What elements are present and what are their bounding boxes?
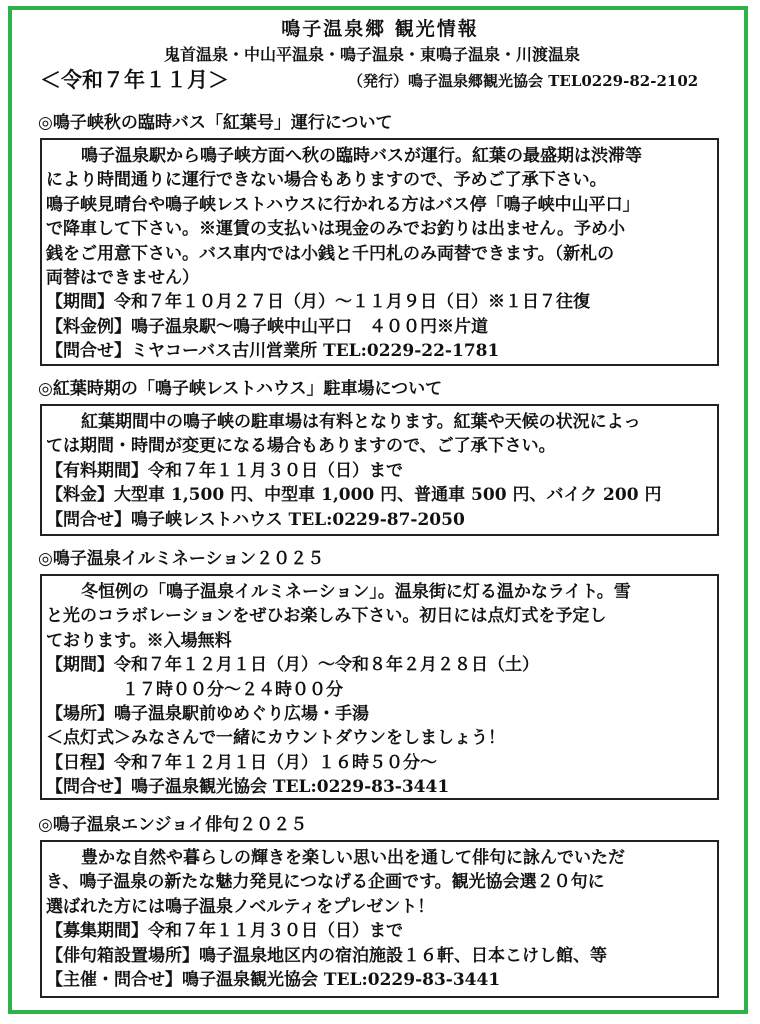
text-line: 紅葉期間中の鳴子峡の駐車場は有料となります。紅葉や天候の状況によっ <box>64 412 641 432</box>
text-line: 【期間】令和７年１０月２７日（月）～１１月９日（日）※１日７往復 <box>46 292 590 313</box>
text-line: 【俳句箱設置場所】鳴子温泉地区内の宿泊施設１６軒、日本こけし館、等 <box>46 945 607 966</box>
publisher-info: （発行）鳴子温泉郷観光協会 TEL0229-82-2102 <box>348 72 699 90</box>
text-line: により時間通りに運行できない場合もありますので、予めご了承下さい。 <box>46 170 607 191</box>
section-box-haiku <box>40 840 719 998</box>
text-line: ＜点灯式＞みなさんで一緒にカウントダウンをしましょう！ <box>46 728 505 749</box>
text-line: で降車して下さい。※運賃の支払いは現金のみでお釣りは出ません。予め小 <box>46 219 626 240</box>
text-line: 冬恒例の「鳴子温泉イルミネーション」。温泉街に灯る温かなライト。雪 <box>64 582 631 602</box>
section-title-bus: ◎鳴子峡秋の臨時バス「紅葉号」運行について <box>38 113 393 133</box>
section-box-bus <box>40 138 719 366</box>
text-line: 【日程】令和７年１２月１日（月）１６時５０分～ <box>46 752 437 773</box>
text-line: 選ばれた方には鳴子温泉ノベルティをプレゼント！ <box>46 896 435 917</box>
text-line: 【期間】令和７年１２月１日（月）～令和８年２月２８日（土） <box>46 655 539 676</box>
section-title-haiku: ◎鳴子温泉エンジョイ俳句２０２５ <box>38 815 308 835</box>
text-line: 【主催・問合せ】鳴子温泉観光協会 TEL:0229-83-3441 <box>46 970 501 991</box>
section-title-parking: ◎紅葉時期の「鳴子峡レストハウス」駐車場について <box>38 379 443 399</box>
section-box-illumination <box>40 574 719 800</box>
section-box-parking <box>40 404 719 536</box>
page-title: 鳴子温泉郷 観光情報 <box>281 18 479 40</box>
text-line: 【場所】鳴子温泉駅前ゆめぐり広場・手湯 <box>46 704 369 725</box>
text-line: ては期間・時間が変更になる場合もありますので、ご了承下さい。 <box>46 436 556 457</box>
text-line: 【料金】大型車 1,500 円、中型車 1,000 円、普通車 500 円、バイク 200 円 <box>46 485 662 506</box>
text-line: き、鳴子温泉の新たな魅力発見につなげる企画です。観光協会選２０句に <box>46 872 605 893</box>
text-line: 【有料期間】令和７年１１月３０日（日）まで <box>46 460 403 481</box>
issue-date: ＜令和７年１１月＞ <box>40 67 229 92</box>
onsen-list: 鬼首温泉・中山平温泉・鳴子温泉・東鳴子温泉・川渡温泉 <box>164 45 581 64</box>
text-line: 豊かな自然や暮らしの輝きを楽しい思い出を通して俳句に詠んでいただ <box>64 848 625 868</box>
text-line: 【問合せ】鳴子峡レストハウス TEL:0229-87-2050 <box>46 509 465 530</box>
text-line: ております。※入場無料 <box>46 630 232 651</box>
text-line: 【問合せ】鳴子温泉観光協会 TEL:0229-83-3441 <box>46 777 450 798</box>
text-line: 【問合せ】ミヤコーバス古川営業所 TEL:0229-22-1781 <box>46 341 500 362</box>
text-line: 鳴子温泉駅から鳴子峡方面へ秋の臨時バスが運行。紅葉の最盛期は渋滞等 <box>64 146 642 166</box>
text-line: 鳴子峡見晴台や鳴子峡レストハウスに行かれる方はバス停「鳴子峡中山平口」 <box>46 194 640 215</box>
text-line: １７時００分～２４時００分 <box>122 679 343 700</box>
text-line: 【募集期間】令和７年１１月３０日（日）まで <box>46 921 403 942</box>
text-line: 銭をご用意下さい。バス車内では小銭と千円札のみ両替できます。（新札の <box>46 243 615 264</box>
section-title-illumination: ◎鳴子温泉イルミネーション２０２５ <box>38 549 325 569</box>
text-line: 両替はできません） <box>46 268 199 289</box>
text-line: と光のコラボレーションをぜひお楽しみ下さい。初日には点灯式を予定し <box>46 606 607 627</box>
text-line: 【料金例】鳴子温泉駅～鳴子峡中山平口 ４００円※片道 <box>46 316 488 337</box>
